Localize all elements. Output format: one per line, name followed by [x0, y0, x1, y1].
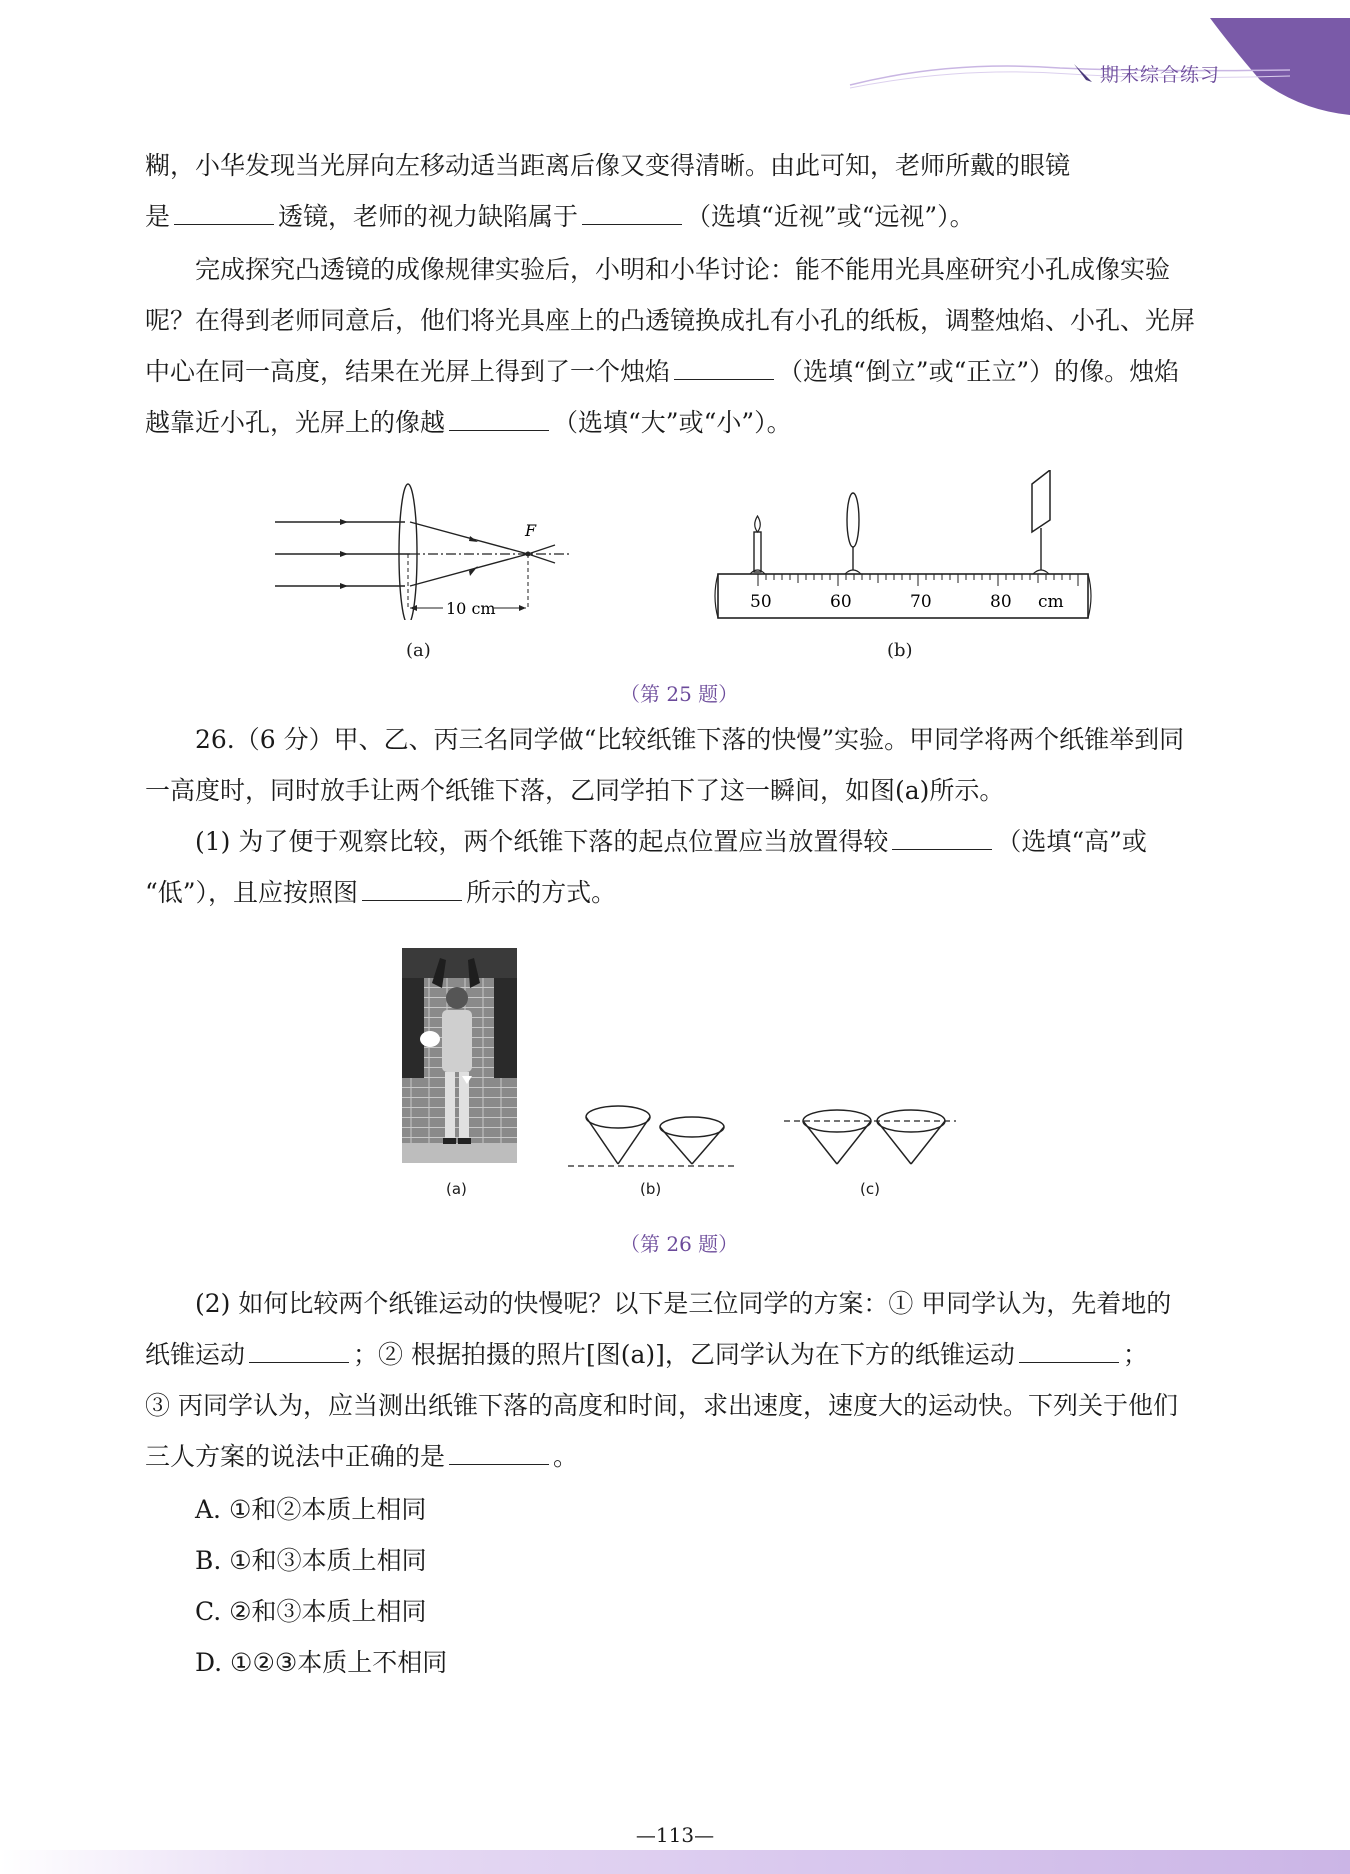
answer-blank[interactable]	[892, 823, 992, 850]
answer-blank[interactable]	[449, 404, 549, 431]
answer-blank[interactable]	[582, 198, 682, 225]
paper-cone	[420, 1031, 440, 1047]
fig26a-label: (a)	[446, 1180, 467, 1198]
option-d[interactable]: D. ①②③本质上不相同	[195, 1648, 448, 1677]
q25-paragraph-2: 完成探究凸透镜的成像规律实验后，小明和小华讨论：能不能用光具座研究小孔成像实验 呢？在得到老师同意后，他们将光具座上的凸透镜换成扎有小孔的纸板，调整烛焰、小孔、光屏 中心在同一高度，结果在光屏上得到了一个烛焰 （选填“倒立”或“正立”）的像。烛焰 越靠近小孔，光屏上的像越 （选填“大”或“小”）。	[145, 255, 1196, 437]
fig25a-label: (a)	[406, 640, 431, 661]
option-a[interactable]: A. ①和②本质上相同	[195, 1495, 427, 1524]
ruler-tick-label: cm	[1038, 592, 1064, 612]
q25-paragraph-1: 糊，小华发现当光屏向左移动适当距离后像又变得清晰。由此可知，老师所戴的眼镜 是 透镜，老师的视力缺陷属于 （选填“近视”或“远视”）。	[145, 151, 1071, 231]
light-screen	[1032, 470, 1050, 574]
answer-blank[interactable]	[1019, 1336, 1119, 1363]
option-b[interactable]: B. ①和③本质上相同	[195, 1546, 427, 1575]
answer-blank[interactable]	[449, 1438, 549, 1465]
answer-blank[interactable]	[674, 353, 774, 380]
ruler-tick-label: 80	[990, 592, 1012, 612]
lens-holder	[845, 493, 861, 574]
ruler-tick-label: 60	[830, 592, 852, 612]
pencil-icon	[1072, 62, 1094, 84]
option-c[interactable]: C. ②和③本质上相同	[195, 1597, 427, 1626]
fig26b-cones	[560, 1100, 740, 1175]
candle	[750, 516, 765, 574]
fig26-caption: （第 26 题）	[620, 1232, 739, 1256]
footer-decoration	[0, 1850, 1350, 1874]
answer-blank[interactable]	[362, 874, 462, 901]
q26-paragraph-2: (1) 为了便于观察比较，两个纸锥下落的起点位置应当放置得较 （选填“高”或 “低”），且应按照图 所示的方式。	[145, 816, 1220, 918]
fig25b-optical-bench	[710, 470, 1100, 630]
fig25b-label: (b)	[887, 640, 913, 661]
fig25-caption: （第 25 题）	[620, 682, 739, 706]
answer-blank[interactable]	[174, 198, 274, 225]
page-number: —113—	[635, 1823, 715, 1847]
fig26a-photo	[402, 948, 517, 1163]
q26-paragraph-1: 26.（6 分）甲、乙、丙三名同学做“比较纸锥下落的快慢”实验。甲同学将两个纸锥举到同 一高度时，同时放手让两个纸锥下落，乙同学拍下了这一瞬间，如图(a)所示。	[145, 725, 1185, 805]
section-title: 期末综合练习	[1100, 64, 1221, 86]
answer-blank[interactable]	[249, 1336, 349, 1363]
ruler-tick-label: 50	[750, 592, 772, 612]
fig25a-lens-diagram	[270, 470, 580, 620]
ruler-tick-label: 70	[910, 592, 932, 612]
q26-part2: (2) 如何比较两个纸锥运动的快慢呢？以下是三位同学的方案：① 甲同学认为，先着地的 纸锥运动 ；② 根据拍摄的照片[图(a)]，乙同学认为在下方的纸锥运动 ； ③ 丙同学认为，应当测出纸锥下落的高度和时间，求出速度，速度大的运动快。下列关于他们 三人方案的说法中正确的是 。	[145, 1289, 1178, 1471]
focus-label: F	[525, 521, 537, 540]
fig26c-cones	[780, 1100, 960, 1170]
distance-label: 10 cm	[446, 599, 496, 618]
fig26b-label: (b)	[640, 1180, 662, 1198]
ruler-ticks	[758, 574, 1078, 586]
fig26c-label: (c)	[860, 1180, 880, 1198]
